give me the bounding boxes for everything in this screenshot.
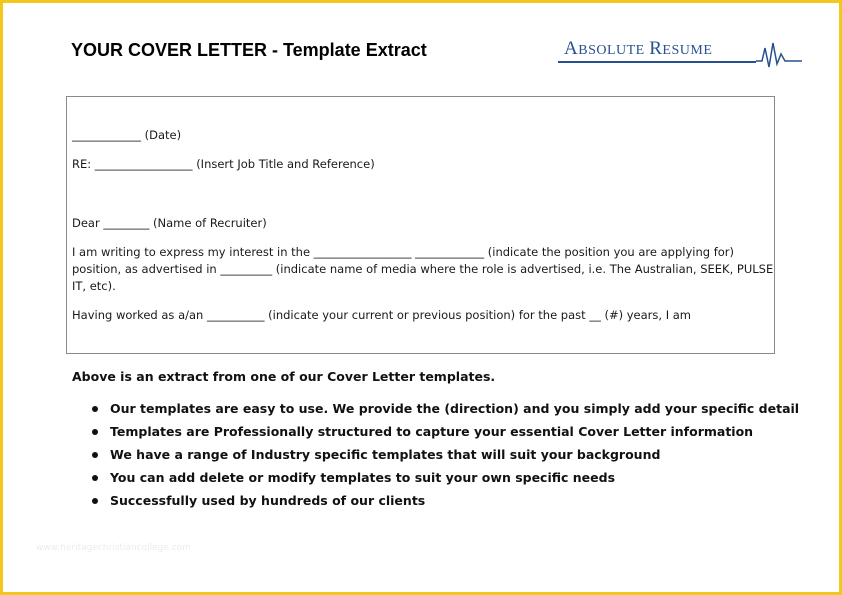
- absolute-resume-logo: [556, 36, 806, 68]
- list-item-text: You can add delete or modify templates to suit your own specific needs: [110, 470, 616, 485]
- logo-underline: [558, 61, 756, 63]
- list-item: [92, 447, 799, 470]
- bullet-icon: [92, 429, 98, 435]
- logo-initial-a: A: [564, 38, 579, 59]
- logo-word-resume: ESUME: [662, 43, 713, 58]
- list-item-text: We have a range of Industry specific templates that will suit your background: [110, 447, 661, 462]
- salutation-line: Dear ________ (Name of Recruiter): [72, 216, 267, 230]
- list-item: [92, 493, 799, 516]
- watermark-text: www.heritagechristiancollege.com: [36, 543, 191, 553]
- date-line: ____________ (Date): [72, 128, 182, 142]
- paragraph-line: Having worked as a/an __________ (indicate your current or previous position) for the past __ (#) years, I am: [72, 308, 691, 322]
- intro-text: Above is an extract from one of our Cover Letter templates.: [72, 369, 496, 384]
- list-item-text: Templates are Professionally structured to capture your essential Cover Letter information: [110, 424, 754, 439]
- paragraph-line: I am writing to express my interest in the _________________ ____________ (indicate the position you are applying for): [72, 245, 734, 259]
- logo-word-absolute: BSOLUTE: [578, 43, 645, 58]
- list-item-text: Our templates are easy to use. We provide the (direction) and you simply add your specific detail: [110, 401, 800, 416]
- bullet-icon: [92, 452, 98, 458]
- bullet-icon: [92, 475, 98, 481]
- logo-initial-r: R: [649, 38, 663, 59]
- paragraph-line: IT, etc).: [72, 279, 116, 293]
- logo-text: [564, 38, 712, 60]
- list-item-text: Successfully used by hundreds of our clients: [110, 493, 426, 508]
- heartbeat-icon: [756, 40, 802, 68]
- list-item: [92, 470, 799, 493]
- reference-line: RE: _________________ (Insert Job Title and Reference): [72, 157, 375, 171]
- page-title: YOUR COVER LETTER - Template Extract: [71, 40, 427, 60]
- paragraph-line: position, as advertised in _________ (indicate name of media where the role is advertised, i.e. The Australian, SEEK, PULSE: [72, 262, 774, 276]
- list-item: [92, 401, 799, 424]
- bullet-icon: [92, 498, 98, 504]
- feature-list: [92, 401, 799, 516]
- bullet-icon: [92, 406, 98, 412]
- list-item: [92, 424, 799, 447]
